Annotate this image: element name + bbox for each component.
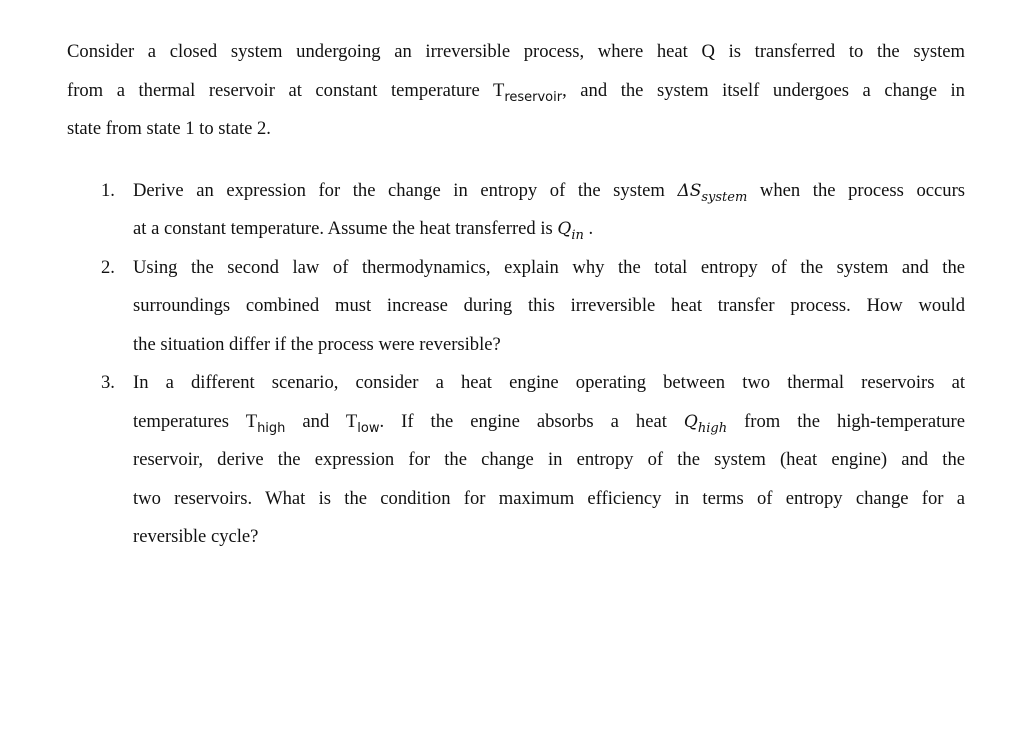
text-line <box>133 367 965 406</box>
subscript: high <box>257 420 286 436</box>
text-line <box>133 213 965 252</box>
text-run: In a different scenario, consider a heat engine operating between two thermal reservoirs at <box>133 372 965 393</box>
text-line <box>133 175 965 214</box>
text-line <box>133 290 965 329</box>
text-run: and T <box>285 410 358 432</box>
question-item <box>67 175 965 252</box>
text-run: . If the engine absorbs a heat <box>379 410 684 432</box>
text-run: . <box>583 218 594 239</box>
subscript: low <box>357 420 380 436</box>
text-run: from a thermal reservoir at constant temperature T <box>67 79 505 101</box>
intro-paragraph <box>67 36 965 152</box>
text-line <box>133 252 965 291</box>
text-run: state from state 1 to state 2. <box>67 118 271 139</box>
text-run: , and the system itself undergoes a change in <box>562 79 965 101</box>
text-run: Derive an expression for the change in entropy of the system <box>133 179 678 201</box>
text-line <box>133 329 965 368</box>
question-item <box>67 367 965 560</box>
text-line <box>133 521 965 560</box>
text-line <box>133 444 965 483</box>
text-run: two reservoirs. What is the condition for maximum efficiency in terms of entropy change for a <box>133 487 965 509</box>
text-run: temperatures T <box>133 410 258 432</box>
question-number: 1. <box>101 179 115 201</box>
text-line <box>67 75 965 114</box>
text-run: reservoir, derive the expression for the change in entropy of the system (heat engine) and the <box>133 449 965 470</box>
question-number: 2. <box>101 256 115 278</box>
math-symbol: $Q_{high}$ <box>683 411 728 436</box>
document <box>67 36 965 560</box>
math-subscript: system <box>701 189 748 205</box>
math-symbol: $Q_{in}$ <box>557 219 584 243</box>
subscript: reservoir <box>504 89 563 105</box>
question-number: 3. <box>101 372 115 393</box>
text-run: the situation differ if the process were reversible? <box>133 333 501 355</box>
text-run: Consider a closed system undergoing an irreversible process, where heat Q is transferred to the system <box>67 41 965 62</box>
math-symbol: $\Delta S_{system}$ <box>677 180 748 205</box>
text-run: surroundings combined must increase during this irreversible heat transfer process. How would <box>133 295 965 316</box>
text-line <box>133 483 965 522</box>
text-line <box>133 406 965 445</box>
question-item <box>67 252 965 368</box>
text-run: at a constant temperature. Assume the heat transferred is <box>133 218 558 239</box>
text-run: reversible cycle? <box>133 526 259 547</box>
text-run: when the process occurs <box>747 179 965 201</box>
question-list <box>67 175 965 560</box>
text-run: from the high-temperature <box>727 410 965 432</box>
math-subscript: high <box>697 420 728 436</box>
math-subscript: in <box>571 228 584 243</box>
text-line <box>67 36 965 75</box>
text-line <box>67 113 965 152</box>
text-run: Using the second law of thermodynamics, explain why the total entropy of the system and the <box>133 256 965 278</box>
